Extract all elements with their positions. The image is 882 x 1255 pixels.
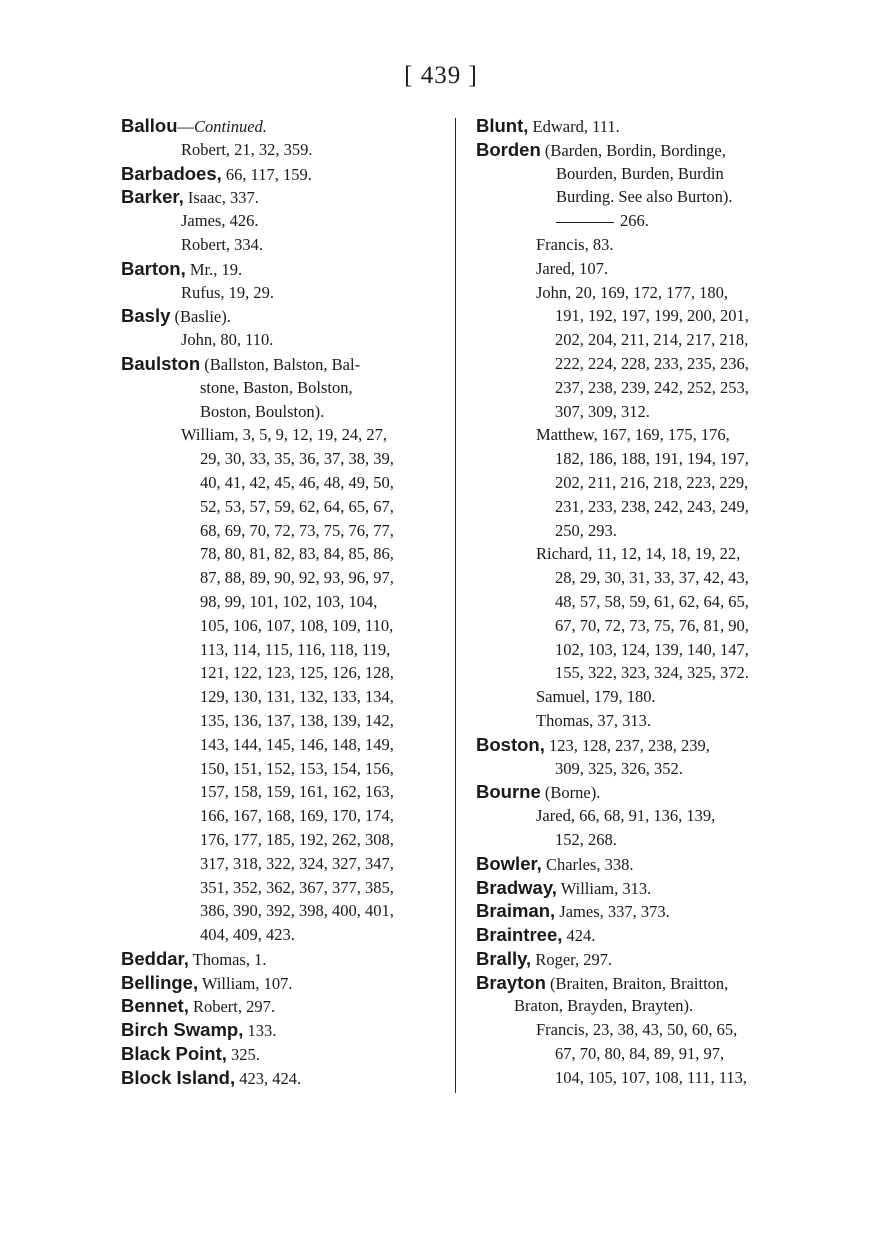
index-entry xyxy=(121,994,447,1018)
entry-text: Samuel, 179, 180. xyxy=(536,687,656,707)
entry-text: 325. xyxy=(226,1045,260,1065)
index-subentry xyxy=(121,614,447,638)
entry-text: 152, 268. xyxy=(555,829,617,849)
entry-text: 105, 106, 107, 108, 109, 110, xyxy=(200,615,394,635)
entry-text: 29, 30, 33, 35, 36, 37, 38, 39, xyxy=(200,449,394,469)
index-subentry xyxy=(476,304,806,328)
entry-text: James, 426. xyxy=(181,211,259,231)
index-subentry xyxy=(121,138,447,162)
index-subentry xyxy=(476,209,806,233)
entry-text: 202, 204, 211, 214, 217, 218, xyxy=(555,330,749,350)
entry-text: Isaac, 337. xyxy=(183,188,259,208)
entry-text: 40, 41, 42, 45, 46, 48, 49, 50, xyxy=(200,472,394,492)
entry-text: 121, 122, 123, 125, 126, 128, xyxy=(200,663,394,683)
index-subentry xyxy=(121,542,447,566)
entry-text: 66, 117, 159. xyxy=(221,164,312,184)
index-entry xyxy=(121,971,447,995)
entry-heading: Barbadoes, xyxy=(121,162,222,184)
entry-heading: Baulston xyxy=(121,352,201,374)
index-subentry xyxy=(476,804,806,828)
entry-text: Bourden, Burden, Burdin xyxy=(556,163,724,183)
entry-text: Robert, 21, 32, 359. xyxy=(181,139,313,159)
entry-text: (Barden, Bordin, Bordinge, xyxy=(540,140,726,160)
index-subentry xyxy=(121,923,447,947)
entry-text: 113, 114, 115, 116, 118, 119, xyxy=(200,639,391,659)
entry-text: 123, 128, 237, 238, 239, xyxy=(544,735,710,755)
entry-text: 133. xyxy=(243,1021,277,1041)
index-entry xyxy=(121,352,447,376)
entry-text: Matthew, 167, 169, 175, 176, xyxy=(536,425,730,445)
ditto-dash xyxy=(556,222,614,223)
entry-text: 67, 70, 80, 84, 89, 91, 97, xyxy=(555,1044,725,1064)
entry-text: Edward, 111. xyxy=(528,117,620,136)
entry-heading: Block Island, xyxy=(121,1066,236,1088)
index-subentry xyxy=(121,590,447,614)
index-entry xyxy=(121,114,447,138)
entry-text: (Braiten, Braiton, Braitton, xyxy=(545,973,729,993)
entry-text: Charles, 338. xyxy=(541,854,634,874)
index-subentry xyxy=(121,852,447,876)
index-entry xyxy=(121,304,447,328)
index-subentry xyxy=(121,447,447,471)
entry-heading: Brally, xyxy=(476,947,532,969)
entry-text: 176, 177, 185, 192, 262, 308, xyxy=(200,829,394,849)
entry-heading: Brayton xyxy=(476,971,546,993)
entry-text: John, 80, 110. xyxy=(181,330,274,350)
entry-heading: Birch Swamp, xyxy=(121,1019,244,1041)
index-subentry xyxy=(121,685,447,709)
index-subentry xyxy=(476,495,806,519)
entry-text: Burding. See also Burton). xyxy=(556,187,733,207)
entry-text: 423, 424. xyxy=(235,1068,302,1088)
entry-heading: Bourne xyxy=(476,781,541,803)
entry-heading: Braiman, xyxy=(476,900,556,922)
index-subentry xyxy=(476,638,806,662)
index-subentry xyxy=(476,709,806,733)
entry-heading: Barton, xyxy=(121,257,186,279)
index-subentry xyxy=(121,400,447,424)
entry-heading: Bowler, xyxy=(476,852,542,874)
index-subentry xyxy=(476,352,806,376)
index-subentry xyxy=(121,519,447,543)
index-entry xyxy=(121,1042,447,1066)
index-subentry xyxy=(476,233,806,257)
index-entry xyxy=(121,1018,447,1042)
entry-text: Robert, 297. xyxy=(188,997,276,1017)
index-subentry xyxy=(476,281,806,305)
entry-continued-note: Continued. xyxy=(194,117,267,136)
entry-text: Mr., 19. xyxy=(185,259,243,279)
index-entry xyxy=(476,733,806,757)
index-subentry xyxy=(121,423,447,447)
entry-text: 143, 144, 145, 146, 148, 149, xyxy=(200,734,394,754)
entry-text: William, 313. xyxy=(556,878,652,898)
index-column-right xyxy=(476,114,806,1090)
entry-text: 202, 211, 216, 218, 223, 229, xyxy=(555,472,749,492)
entry-text: 102, 103, 124, 139, 140, 147, xyxy=(555,639,749,659)
entry-text: Francis, 23, 38, 43, 50, 60, 65, xyxy=(536,1020,738,1040)
entry-text: 222, 224, 228, 233, 235, 236, xyxy=(555,353,749,373)
index-entry xyxy=(476,971,806,995)
entry-text: 48, 57, 58, 59, 61, 62, 64, 65, xyxy=(555,591,749,611)
entry-text: Rufus, 19, 29. xyxy=(181,282,275,302)
column-divider xyxy=(455,118,456,1093)
entry-text: 424. xyxy=(562,926,596,946)
entry-text: 68, 69, 70, 72, 73, 75, 76, 77, xyxy=(200,520,394,540)
entry-text: 307, 309, 312. xyxy=(555,401,650,421)
entry-text: Jared, 66, 68, 91, 136, 139, xyxy=(536,806,716,826)
entry-text: Thomas, 1. xyxy=(188,949,267,969)
index-subentry xyxy=(476,423,806,447)
index-entry xyxy=(121,162,447,186)
index-subentry xyxy=(476,328,806,352)
entry-heading: Blunt, xyxy=(476,115,529,136)
index-entry xyxy=(121,185,447,209)
index-subentry xyxy=(121,733,447,757)
entry-text: 157, 158, 159, 161, 162, 163, xyxy=(200,782,394,802)
index-subentry xyxy=(476,614,806,638)
index-subentry xyxy=(476,1066,806,1090)
index-entry xyxy=(476,876,806,900)
index-subentry xyxy=(121,828,447,852)
entry-text: 317, 318, 322, 324, 327, 347, xyxy=(200,853,394,873)
entry-text: 87, 88, 89, 90, 92, 93, 96, 97, xyxy=(200,568,394,588)
entry-text: William, 3, 5, 9, 12, 19, 24, 27, xyxy=(181,425,388,445)
index-subentry xyxy=(121,281,447,305)
index-entry xyxy=(476,947,806,971)
index-subentry xyxy=(121,661,447,685)
index-subentry xyxy=(121,376,447,400)
index-subentry xyxy=(121,876,447,900)
entry-text: — xyxy=(177,117,195,136)
entry-text: Francis, 83. xyxy=(536,234,614,254)
entry-text: 351, 352, 362, 367, 377, 385, xyxy=(200,877,394,897)
index-subentry xyxy=(476,590,806,614)
index-entry xyxy=(476,852,806,876)
index-subentry xyxy=(121,709,447,733)
index-subentry xyxy=(476,828,806,852)
index-entry xyxy=(476,780,806,804)
entry-text: (Baslie). xyxy=(170,307,231,327)
entry-text: (Ballston, Balston, Bal- xyxy=(200,354,361,374)
entry-text: William, 107. xyxy=(198,973,293,993)
entry-heading: Basly xyxy=(121,305,171,327)
entry-text: James, 337, 373. xyxy=(555,902,670,922)
index-subentry xyxy=(121,328,447,352)
entry-heading: Boston, xyxy=(476,733,545,755)
entry-text: Boston, Boulston). xyxy=(200,401,325,421)
entry-heading: Braintree, xyxy=(476,924,563,946)
index-column-left xyxy=(121,114,447,1090)
index-subentry xyxy=(476,400,806,424)
entry-text: 104, 105, 107, 108, 111, 113, xyxy=(555,1067,748,1087)
entry-text: Braton, Brayden, Brayten). xyxy=(514,996,694,1016)
entry-text: 191, 192, 197, 199, 200, 201, xyxy=(555,306,749,326)
entry-text: 309, 325, 326, 352. xyxy=(555,758,683,778)
entry-heading: Ballou xyxy=(121,115,178,136)
entry-heading: Barker, xyxy=(121,186,184,208)
entry-heading: Bradway, xyxy=(476,876,557,898)
index-entry xyxy=(476,923,806,947)
entry-text: 155, 322, 323, 324, 325, 372. xyxy=(555,663,749,683)
index-entry xyxy=(121,947,447,971)
index-subentry xyxy=(121,780,447,804)
entry-text: 129, 130, 131, 132, 133, 134, xyxy=(200,687,394,707)
index-entry xyxy=(121,257,447,281)
index-subentry xyxy=(121,495,447,519)
page-number: [ 439 ] xyxy=(404,62,478,89)
index-entry xyxy=(476,899,806,923)
index-subentry xyxy=(476,1018,806,1042)
index-subentry xyxy=(476,257,806,281)
index-subentry xyxy=(476,447,806,471)
index-entry xyxy=(476,138,806,162)
index-subentry xyxy=(121,566,447,590)
index-subentry xyxy=(476,162,806,186)
entry-text: Thomas, 37, 313. xyxy=(536,710,652,730)
entry-text: Richard, 11, 12, 14, 18, 19, 22, xyxy=(536,544,741,564)
entry-text: 67, 70, 72, 73, 75, 76, 81, 90, xyxy=(555,615,749,635)
index-subentry xyxy=(121,233,447,257)
index-subentry xyxy=(121,757,447,781)
index-subentry xyxy=(476,566,806,590)
entry-text: 98, 99, 101, 102, 103, 104, xyxy=(200,591,378,611)
entry-text: 404, 409, 423. xyxy=(200,925,295,945)
entry-text: 182, 186, 188, 191, 194, 197, xyxy=(555,449,749,469)
index-entry xyxy=(476,114,806,138)
index-subentry xyxy=(476,519,806,543)
entry-text: 266. xyxy=(620,211,649,231)
index-subentry xyxy=(476,185,806,209)
index-subentry xyxy=(476,685,806,709)
index-entry xyxy=(121,1066,447,1090)
entry-text: stone, Baston, Bolston, xyxy=(200,377,353,397)
entry-text: 166, 167, 168, 169, 170, 174, xyxy=(200,806,394,826)
entry-heading: Bellinge, xyxy=(121,971,199,993)
index-subentry xyxy=(121,209,447,233)
entry-text: Robert, 334. xyxy=(181,234,264,254)
entry-text: 78, 80, 81, 82, 83, 84, 85, 86, xyxy=(200,544,394,564)
index-subentry xyxy=(121,804,447,828)
entry-text: 150, 151, 152, 153, 154, 156, xyxy=(200,758,394,778)
index-subentry xyxy=(121,638,447,662)
index-subentry xyxy=(121,471,447,495)
entry-heading: Beddar, xyxy=(121,947,189,969)
entry-text: 386, 390, 392, 398, 400, 401, xyxy=(200,901,394,921)
entry-text: 28, 29, 30, 31, 33, 37, 42, 43, xyxy=(555,568,749,588)
index-subentry xyxy=(476,994,806,1018)
entry-text: 250, 293. xyxy=(555,520,617,540)
entry-text: (Borne). xyxy=(540,783,601,803)
entry-text: 135, 136, 137, 138, 139, 142, xyxy=(200,710,394,730)
entry-text: 237, 238, 239, 242, 252, 253, xyxy=(555,377,749,397)
index-subentry xyxy=(476,1042,806,1066)
index-subentry xyxy=(121,899,447,923)
index-subentry xyxy=(476,471,806,495)
index-subentry xyxy=(476,542,806,566)
entry-text: Jared, 107. xyxy=(536,258,608,278)
index-subentry xyxy=(476,376,806,400)
entry-heading: Bennet, xyxy=(121,995,189,1017)
entry-text: 231, 233, 238, 242, 243, 249, xyxy=(555,496,749,516)
entry-text: 52, 53, 57, 59, 62, 64, 65, 67, xyxy=(200,496,394,516)
entry-text: Roger, 297. xyxy=(531,949,613,969)
entry-heading: Black Point, xyxy=(121,1043,227,1065)
index-subentry xyxy=(476,661,806,685)
entry-heading: Borden xyxy=(476,138,541,160)
entry-text: John, 20, 169, 172, 177, 180, xyxy=(536,282,729,302)
index-subentry xyxy=(476,757,806,781)
